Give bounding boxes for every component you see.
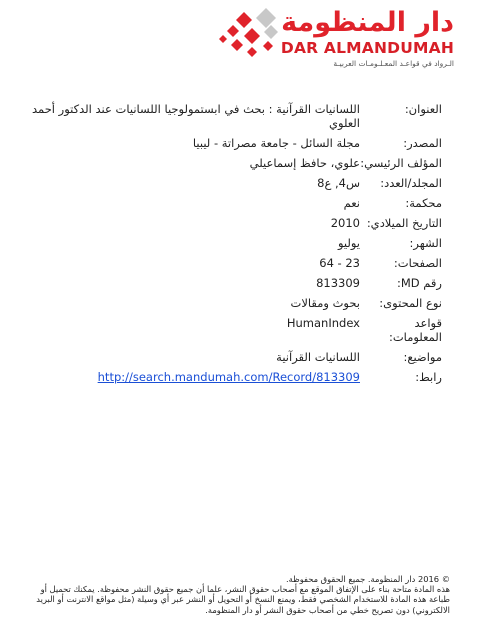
label-pages: الصفحات:	[393, 256, 442, 270]
row-year	[32, 210, 442, 230]
usage-terms: هذه المادة متاحة بناء على الإتفاق الموقع مع أصحاب حقوق النشر، علما أن جميع حقوق النشر محفوظة. يمكنك تحميل أو طباعة هذه المادة للاستخدام الشخصي فقط، ويمنع النسخ أو التحويل أو النشر عبر أي وسيلة (مثل مواقع الانترنت أو البريد الالكتروني) دون تصريح خطي من أصحاب حقوق النشر أو دار المنظومة.	[36, 584, 450, 615]
label-peer-reviewed: محكمة:	[405, 196, 442, 210]
row-content-type	[32, 290, 442, 310]
value-volume: س4, ع8	[317, 176, 360, 190]
record-metadata	[32, 96, 442, 384]
row-peer-reviewed	[32, 190, 442, 210]
label-databases: قواعد المعلومات:	[388, 316, 442, 344]
value-md-number: 813309	[316, 276, 360, 290]
row-author	[32, 150, 442, 170]
label-md-number: رقم MD:	[396, 276, 442, 290]
row-md-number	[32, 270, 442, 290]
value-title: اللسانيات القرآنية : بحث في ابستمولوجيا اللسانيات عند الدكتور أحمد العلوي	[32, 102, 360, 130]
value-month: يوليو	[337, 236, 360, 250]
value-subjects: اللسانيات القرآنية	[276, 350, 360, 364]
row-month	[32, 230, 442, 250]
logo-english-text: DAR ALMANDUMAH	[280, 39, 454, 57]
logo-tagline: الـرواد في قواعـد المعـلـومـات العربيـة	[333, 59, 454, 68]
copyright-line: © 2016 دار المنظومة. جميع الحقوق محفوظة.	[286, 574, 450, 584]
label-author: المؤلف الرئيسي:	[360, 156, 442, 170]
label-source: المصدر:	[403, 136, 442, 150]
row-pages	[32, 250, 442, 270]
label-content-type: نوع المحتوى:	[379, 296, 442, 310]
row-link	[32, 364, 442, 384]
copyright-notice	[30, 574, 450, 615]
value-author: علوي، حافظ إسماعيلي	[249, 156, 360, 170]
label-month: الشهر:	[409, 236, 442, 250]
label-link: رابط:	[415, 370, 442, 384]
diamond-cluster-icon	[214, 6, 284, 64]
row-title	[32, 96, 442, 130]
value-peer-reviewed: نعم	[343, 196, 360, 210]
value-source: مجلة السائل - جامعة مصراتة - ليبيا	[192, 136, 360, 150]
value-content-type: بحوث ومقالات	[290, 296, 360, 310]
label-subjects: مواضيع:	[403, 350, 442, 364]
label-title: العنوان:	[404, 102, 442, 116]
publisher-logo	[214, 6, 454, 76]
logo-arabic-text: دار المنظومة	[281, 7, 454, 38]
row-source	[32, 130, 442, 150]
row-volume	[32, 170, 442, 190]
value-year: 2010	[330, 216, 360, 230]
label-volume: المجلد/العدد:	[380, 176, 442, 190]
row-databases	[32, 310, 442, 344]
row-subjects	[32, 344, 442, 364]
value-databases: HumanIndex	[286, 316, 360, 330]
label-year: التاريخ الميلادي:	[366, 216, 442, 230]
record-link[interactable]: http://search.mandumah.com/Record/813309	[97, 370, 360, 384]
value-pages: 23 - 64	[319, 256, 360, 270]
